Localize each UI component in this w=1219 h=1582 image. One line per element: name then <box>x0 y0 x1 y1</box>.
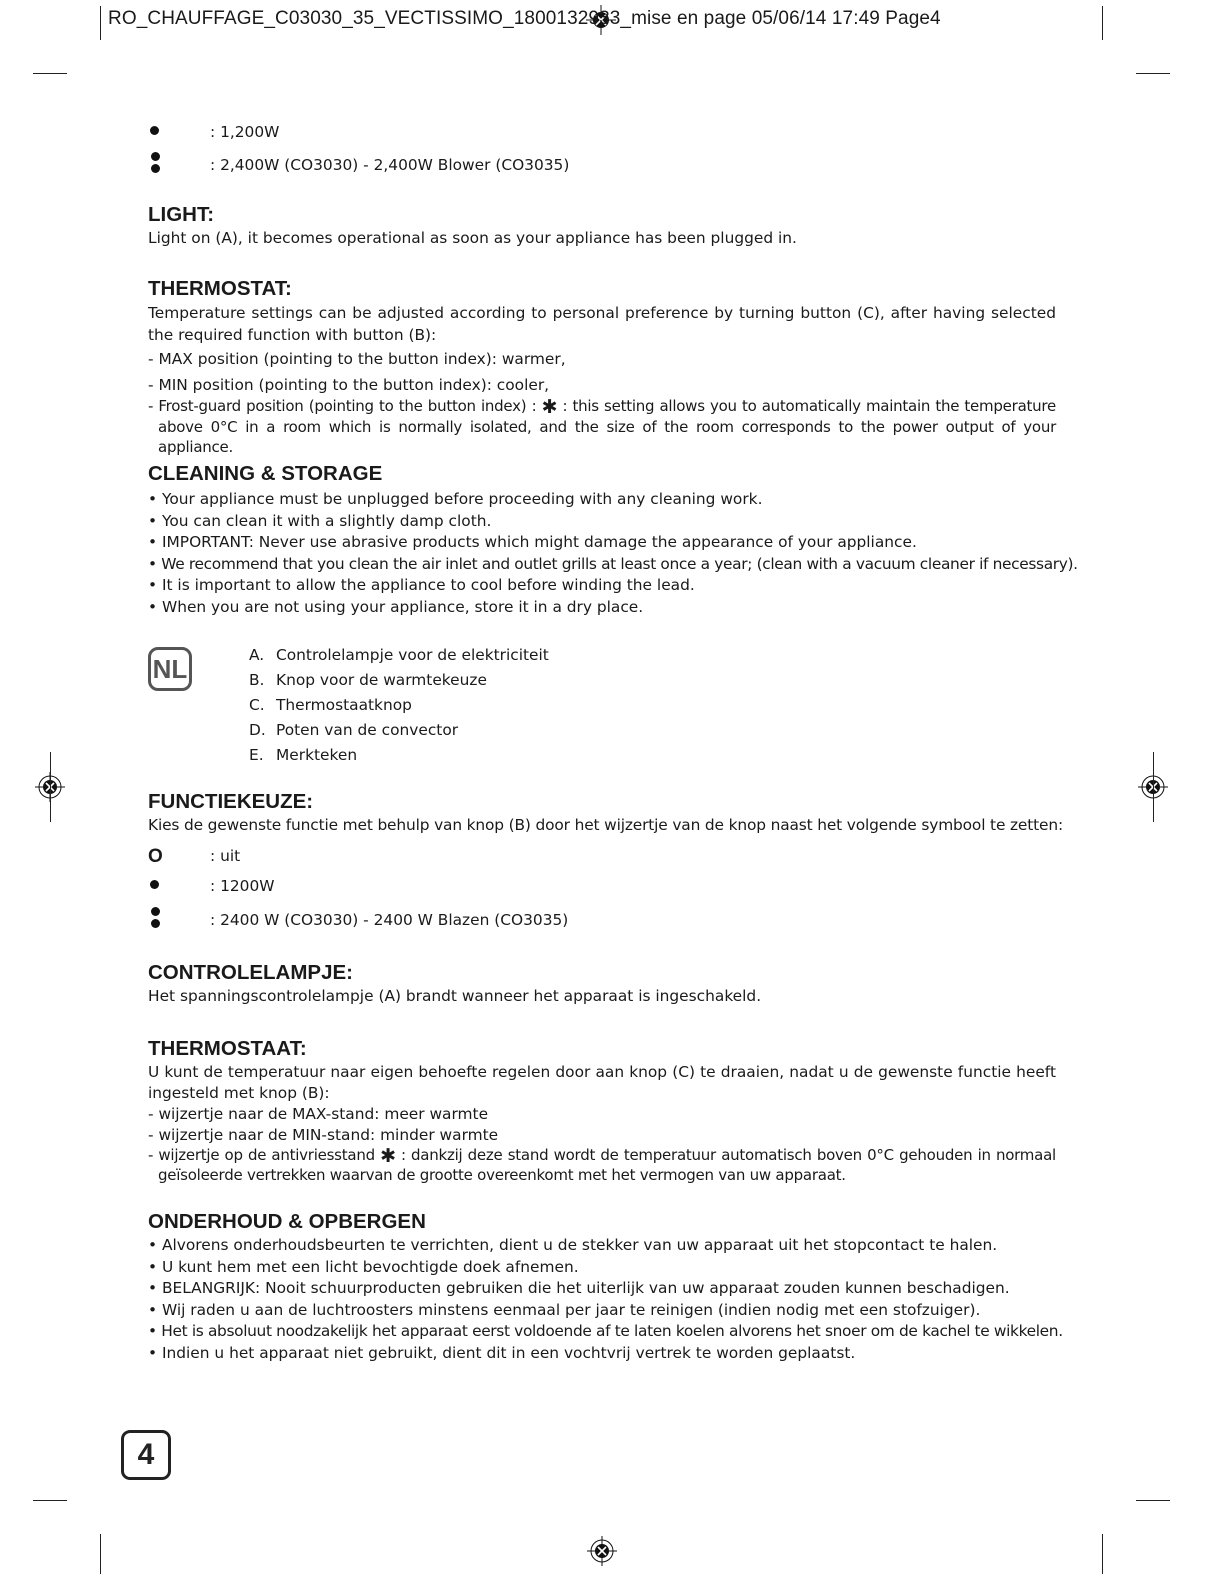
crop-mark-top-left-horizontal <box>33 73 67 74</box>
en-cleaning-item: • It is important to allow the appliance to cool before winding the lead. <box>148 576 695 595</box>
en-power-list <box>148 122 1056 176</box>
registration-mark-bottom-icon <box>587 1536 617 1566</box>
nl-thermostat-intro: U kunt de temperatuur naar eigen behoefte regelen door aan knop (C) te draaien, nadat u de gewenste functie heeft ingesteld met knop (B): <box>148 1063 1056 1102</box>
nl-thermostat-section <box>148 1036 1056 1185</box>
legend-key: C. <box>249 696 265 714</box>
en-cleaning-item: • When you are not using your appliance, store it in a dry place. <box>148 597 644 616</box>
en-power-row-1 <box>148 122 1056 143</box>
legend-label: Poten van de convector <box>276 721 459 739</box>
language-badge-nl: NL <box>148 647 192 691</box>
frost-guard-icon: ✱ <box>380 1145 396 1167</box>
legend-label: Knop voor de warmtekeuze <box>276 671 487 689</box>
nl-thermostat-max: - wijzertje naar de MAX-stand: meer warmte <box>148 1105 489 1123</box>
nl-maintenance-item: • Alvorens onderhoudsbeurten te verrichten, dient u de stekker van uw apparaat uit het stopcontact te halen. <box>148 1236 998 1254</box>
registration-line-left <box>50 752 51 822</box>
nl-maintenance-heading: ONDERHOUD & OPBERGEN <box>148 1210 426 1233</box>
legend-key: A. <box>249 646 265 664</box>
legend-item-e <box>249 743 549 768</box>
nl-function-row-1-text: : 1200W <box>210 877 275 895</box>
en-cleaning-item: • IMPORTANT: Never use abrasive products which might damage the appearance of your appliance. <box>148 533 917 552</box>
en-frost-description: : this setting allows you to automatically maintain the temperature above 0°C in a room which is normally isolated, and the size of the room corresponds to the power output of your appliance. <box>158 397 1056 456</box>
nl-thermostat-min: - wijzertje naar de MIN-stand: minder warmte <box>148 1126 499 1144</box>
en-power-row-1-text: : 1,200W <box>210 123 280 141</box>
crop-mark-bottom-left-horizontal <box>33 1500 67 1501</box>
nl-thermostat-heading: THERMOSTAAT: <box>148 1037 307 1060</box>
en-thermostat-heading: THERMOSTAT: <box>148 277 292 300</box>
frost-guard-icon: ✱ <box>541 396 558 418</box>
en-cleaning-heading: CLEANING & STORAGE <box>148 462 383 485</box>
nl-thermostat-frost <box>148 1146 1056 1185</box>
en-thermostat-min: - MIN position (pointing to the button index): cooler, <box>148 376 550 394</box>
en-light-heading: LIGHT: <box>148 203 215 226</box>
legend-label: Thermostaatknop <box>276 696 412 714</box>
nl-maintenance-item: • Indien u het apparaat niet gebruikt, dient dit in een vochtvrij vertrek te worden geplaatst. <box>148 1343 856 1362</box>
nl-lamp-section <box>148 960 1056 1007</box>
en-frost-label: - Frost-guard position (pointing to the button index) : <box>148 397 537 415</box>
nl-function-row-off-text: : uit <box>210 847 241 865</box>
en-cleaning-item: • We recommend that you clean the air inlet and outlet grills at least once a year; (clean with a vacuum cleaner if necessary). <box>148 554 1078 573</box>
nl-function-row-2-text: : 2400 W (CO3030) - 2400 W Blazen (CO3035) <box>210 911 569 929</box>
crop-mark-top-right-horizontal <box>1136 73 1170 74</box>
crop-mark-bottom-right-horizontal <box>1136 1500 1170 1501</box>
en-cleaning-item: • Your appliance must be unplugged before proceeding with any cleaning work. <box>148 490 763 508</box>
nl-maintenance-section <box>148 1209 1063 1365</box>
print-slug: RO_CHAUFFAGE_C03030_35_VECTISSIMO_1800132933_mise en page 05/06/14 17:49 Page4 <box>108 8 941 29</box>
nl-frost-description: : dankzij deze stand wordt de temperatuur automatisch boven 0°C gehouden in normaal geïsoleerde vertrekken waarvan de grootte overeenkomt met het vermogen van uw apparaat. <box>158 1146 1056 1184</box>
en-power-row-2 <box>148 155 1056 176</box>
legend-item-b <box>249 668 549 693</box>
en-cleaning-section <box>148 461 1078 619</box>
legend-label: Merkteken <box>276 746 358 764</box>
nl-function-row-1 <box>148 876 1056 897</box>
crop-mark-bottom-right-vertical <box>1102 1534 1103 1574</box>
nl-lamp-heading: CONTROLELAMPJE: <box>148 961 353 984</box>
en-thermostat-max: - MAX position (pointing to the button index): warmer, <box>148 350 566 368</box>
registration-line-right <box>1153 752 1154 822</box>
en-thermostat-intro: Temperature settings can be adjusted according to personal preference by turning button (C), after having selected the required function with button (B): <box>148 304 1056 344</box>
nl-maintenance-item: • BELANGRIJK: Nooit schuurproducten gebruiken die het uiterlijk van uw apparaat zouden kunnen beschadigen. <box>148 1279 1010 1298</box>
nl-function-row-off <box>148 846 1056 867</box>
nl-parts-legend <box>249 643 549 768</box>
en-cleaning-item: • You can clean it with a slightly damp cloth. <box>148 511 492 530</box>
nl-maintenance-item: • Het is absoluut noodzakelijk het apparaat eerst voldoende af te laten koelen alvorens het snoer om de kachel te wikkelen. <box>148 1322 1063 1341</box>
legend-item-a <box>249 643 549 668</box>
nl-function-intro: Kies de gewenste functie met behulp van knop (B) door het wijzertje van de knop naast het volgende symbool te zetten: <box>148 816 1063 834</box>
en-light-text: Light on (A), it becomes operational as soon as your appliance has been plugged in. <box>148 229 797 247</box>
page-number: 4 <box>121 1430 171 1480</box>
en-power-row-2-text: : 2,400W (CO3030) - 2,400W Blower (CO3035) <box>210 156 570 174</box>
legend-item-c <box>249 693 549 718</box>
legend-key: B. <box>249 671 265 689</box>
legend-key: E. <box>249 746 264 764</box>
off-symbol-icon: O <box>148 846 163 867</box>
crop-mark-top-left-vertical <box>100 6 101 40</box>
nl-maintenance-item: • Wij raden u aan de luchtroosters minstens eenmaal per jaar te reinigen (indien nodig met een stofzuiger). <box>148 1300 981 1319</box>
nl-frost-label: - wijzertje op de antivriesstand <box>148 1146 375 1164</box>
en-light-section <box>148 202 1056 249</box>
nl-function-section <box>148 789 1063 931</box>
en-thermostat-section <box>148 276 1056 457</box>
nl-function-heading: FUNCTIEKEUZE: <box>148 790 314 813</box>
en-thermostat-frost <box>148 396 1056 457</box>
nl-maintenance-item: • U kunt hem met een licht bevochtigde doek afnemen. <box>148 1257 579 1276</box>
crop-mark-top-right-vertical <box>1102 6 1103 40</box>
nl-lamp-text: Het spanningscontrolelampje (A) brandt wanneer het apparaat is ingeschakeld. <box>148 987 762 1005</box>
crop-mark-bottom-left-vertical <box>100 1534 101 1574</box>
nl-function-row-2 <box>148 910 1056 931</box>
legend-label: Controlelampje voor de elektriciteit <box>276 646 549 664</box>
legend-key: D. <box>249 721 266 739</box>
legend-item-d <box>249 718 549 743</box>
